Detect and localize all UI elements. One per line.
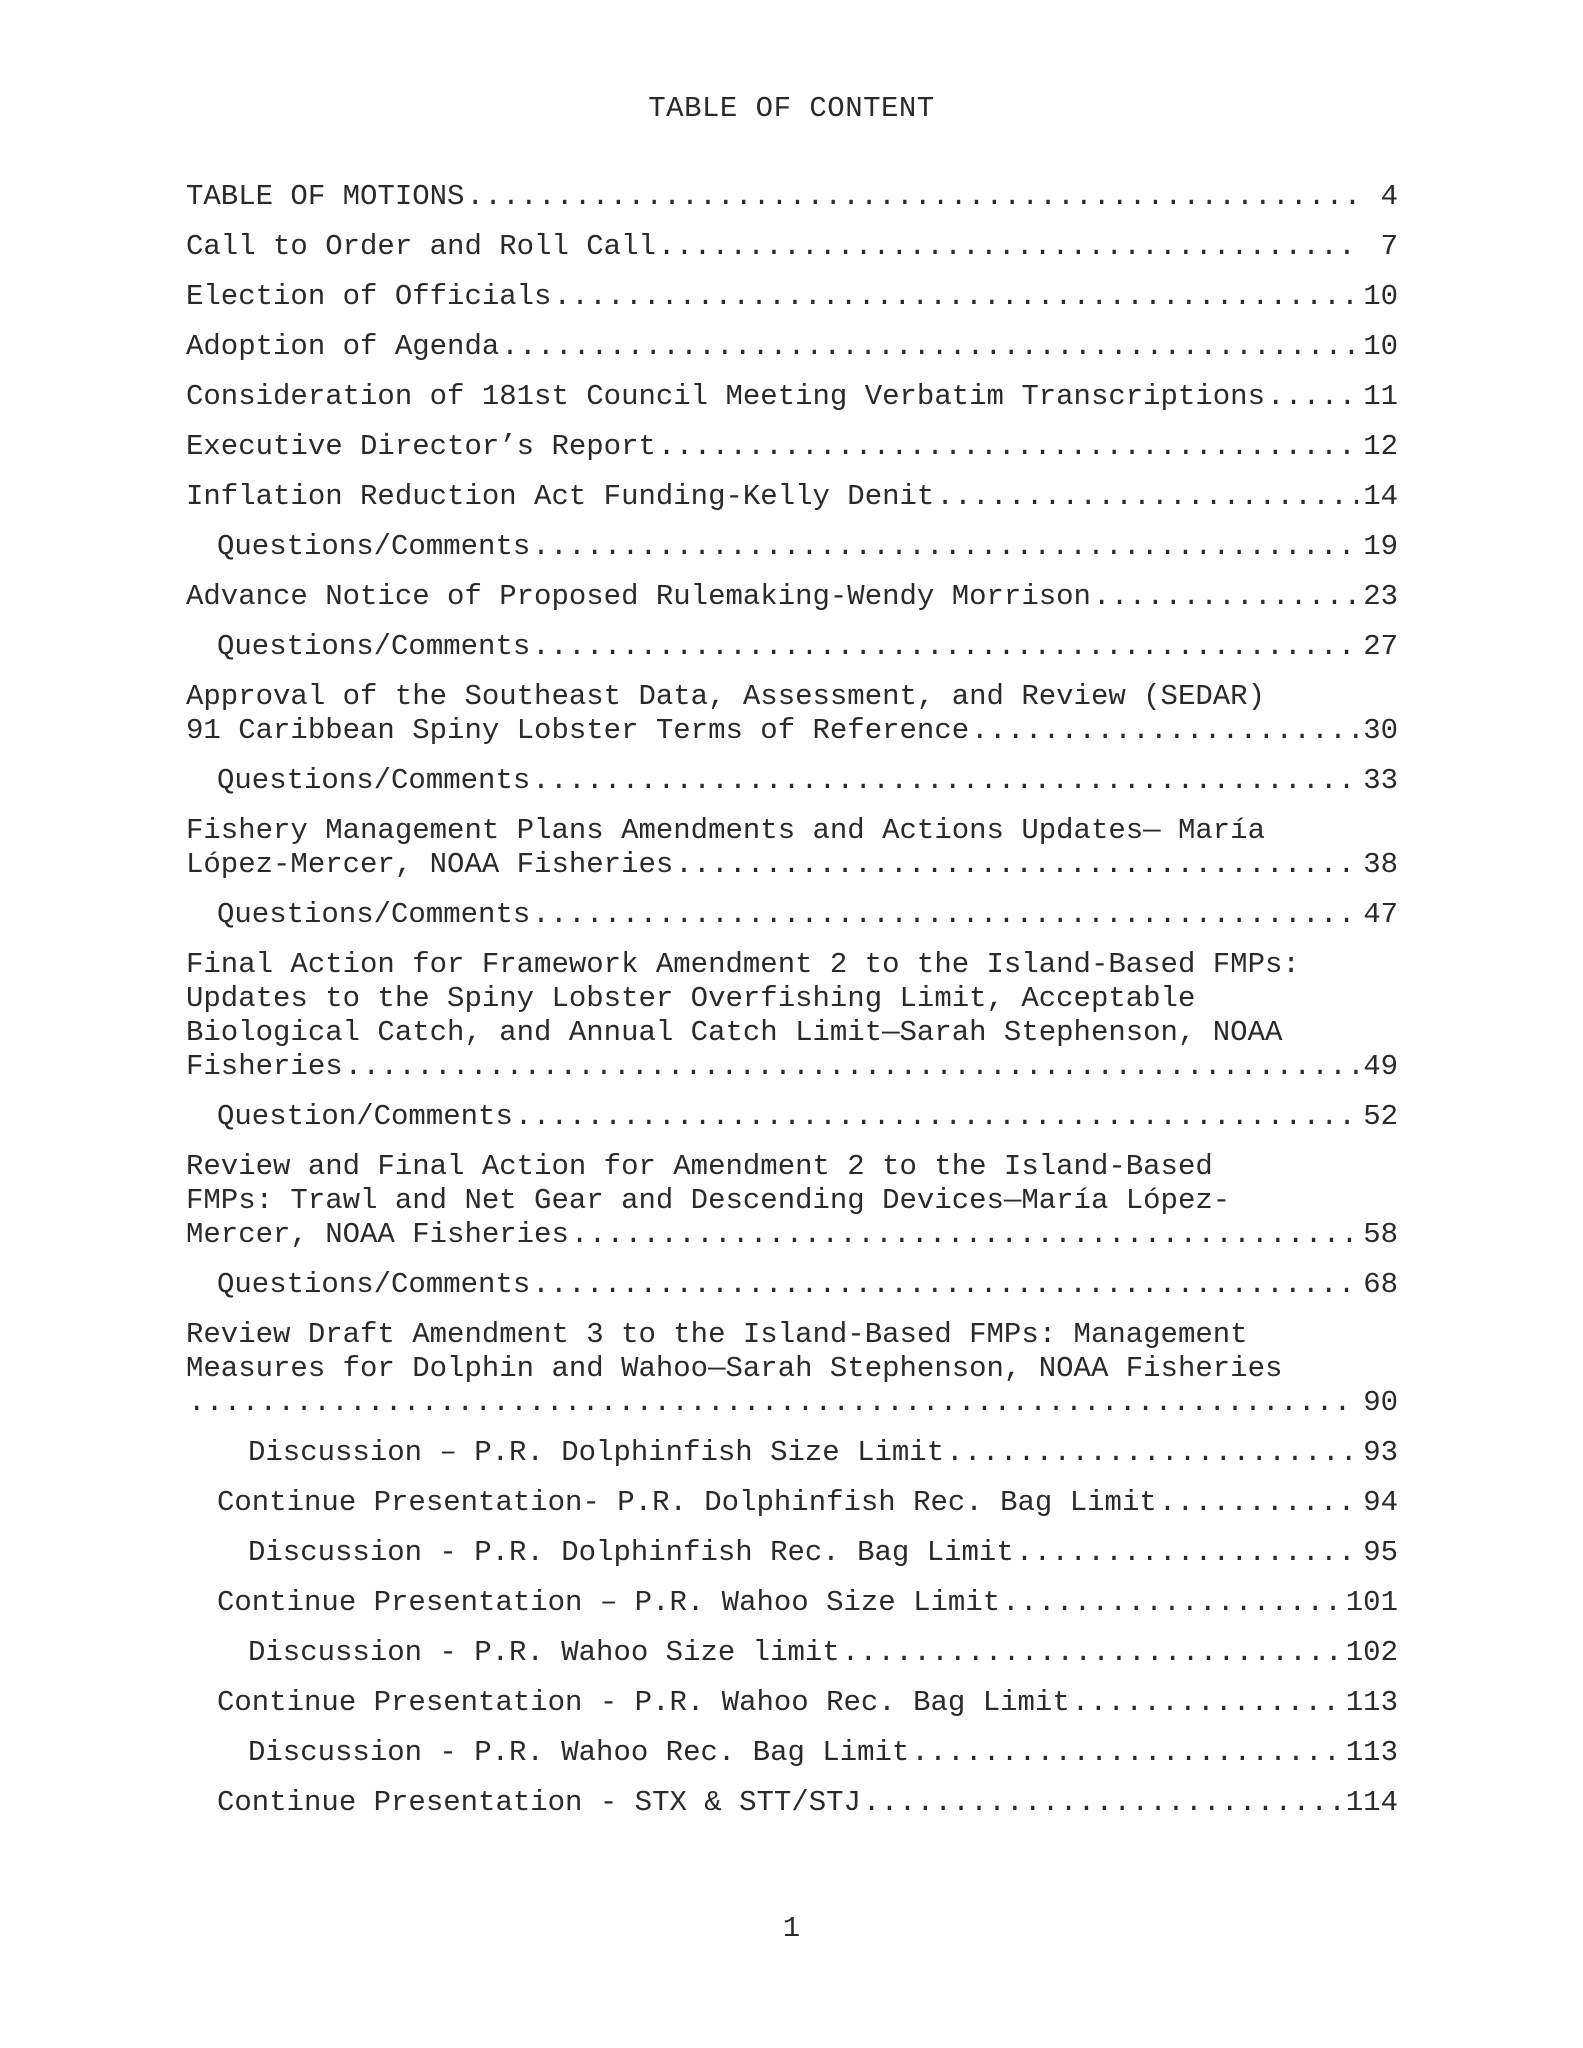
toc-entry-text: Discussion - P.R. Wahoo Size limit	[248, 1636, 840, 1669]
toc-entry	[186, 814, 1398, 882]
toc-entry-text: Review Draft Amendment 3 to the Island-Based FMPs: Management	[186, 1318, 1248, 1351]
toc-entry-text: Mercer, NOAA Fisheries	[186, 1218, 569, 1251]
toc-dot-leader	[1070, 1686, 1346, 1720]
toc-entry-last-line	[217, 1686, 1398, 1720]
toc-entry-last-line	[248, 1436, 1398, 1470]
toc-entry-text: Measures for Dolphin and Wahoo—Sarah Stephenson, NOAA Fisheries	[186, 1352, 1283, 1385]
toc-entry-text: Updates to the Spiny Lobster Overfishing Limit, Acceptable	[186, 982, 1196, 1015]
toc-entry-text: Consideration of 181st Council Meeting Verbatim Transcriptions	[186, 380, 1265, 413]
toc-entry-text: Discussion - P.R. Wahoo Rec. Bag Limit	[248, 1736, 910, 1769]
toc-entry-text: Election of Officials	[186, 280, 552, 313]
toc-dot-leader	[656, 230, 1358, 264]
toc-entry-last-line	[217, 630, 1398, 664]
toc-entry-text: TABLE OF MOTIONS	[186, 180, 465, 213]
toc-page-number: 49	[1363, 1050, 1398, 1083]
toc-dot-leader	[1000, 1586, 1346, 1620]
toc-dot-leader	[513, 1100, 1358, 1134]
toc-entry	[186, 530, 1398, 564]
toc-page-number: 27	[1363, 630, 1398, 663]
toc-entry-line	[186, 1150, 1398, 1184]
document-title: TABLE OF CONTENT	[648, 92, 935, 125]
toc-entry	[186, 764, 1398, 798]
toc-entry-text: López-Mercer, NOAA Fisheries	[186, 848, 674, 881]
toc-page-number: 38	[1363, 848, 1398, 881]
toc-entry-last-line	[248, 1536, 1398, 1570]
toc-entry	[186, 1100, 1398, 1134]
toc-page-number: 102	[1345, 1636, 1398, 1669]
toc-page-number: 90	[1363, 1386, 1398, 1419]
toc-page-number: 52	[1363, 1100, 1398, 1133]
toc-entry-last-line	[186, 1386, 1398, 1420]
toc-page-number: 101	[1345, 1586, 1398, 1619]
toc-entry-last-line	[217, 898, 1398, 932]
toc-dot-leader	[569, 1218, 1358, 1252]
toc-entry	[186, 380, 1398, 414]
toc-page-number: 7	[1380, 230, 1398, 263]
toc-entry	[186, 630, 1398, 664]
toc-dot-leader	[1265, 380, 1358, 414]
toc-dot-leader	[530, 898, 1358, 932]
toc-dot-leader	[530, 630, 1358, 664]
toc-page-number: 19	[1363, 530, 1398, 563]
toc-entry	[186, 180, 1398, 214]
toc-page-number: 113	[1345, 1686, 1398, 1719]
toc-entry	[186, 330, 1398, 364]
toc-entry-text: Continue Presentation - STX & STT/STJ	[217, 1786, 861, 1819]
toc-entry-text: Final Action for Framework Amendment 2 to the Island-Based FMPs:	[186, 948, 1300, 981]
toc-entry	[186, 1636, 1398, 1670]
toc-entry	[186, 430, 1398, 464]
toc-page-number: 11	[1363, 380, 1398, 413]
toc-entry-last-line	[186, 180, 1398, 214]
toc-dot-leader	[934, 480, 1358, 514]
toc-entry-last-line	[186, 848, 1398, 882]
toc-entry-line	[186, 1184, 1398, 1218]
toc-dot-leader	[530, 530, 1358, 564]
toc-entry-text: Executive Director’s Report	[186, 430, 656, 463]
toc-entry	[186, 1786, 1398, 1820]
toc-entry-text: Question/Comments	[217, 1100, 513, 1133]
toc-entry	[186, 680, 1398, 748]
toc-page-number: 23	[1363, 580, 1398, 613]
toc-dot-leader	[969, 714, 1358, 748]
toc-page-number: 114	[1345, 1786, 1398, 1819]
toc-entry-text: Questions/Comments	[217, 764, 531, 797]
toc-dot-leader	[1014, 1536, 1358, 1570]
toc-entry-text: FMPs: Trawl and Net Gear and Descending Devices—María López-	[186, 1184, 1231, 1217]
toc-dot-leader	[861, 1786, 1346, 1820]
toc-entry-last-line	[217, 530, 1398, 564]
toc-entry-text: Fisheries	[186, 1050, 343, 1083]
toc-entry-line	[186, 1352, 1398, 1386]
toc-entry-text: Questions/Comments	[217, 530, 531, 563]
toc-entry-text: Inflation Reduction Act Funding-Kelly Denit	[186, 480, 935, 513]
toc-entry-last-line	[217, 1486, 1398, 1520]
toc-entry-last-line	[186, 430, 1398, 464]
toc-entry	[186, 1736, 1398, 1770]
toc-entry-text: Approval of the Southeast Data, Assessment, and Review (SEDAR)	[186, 680, 1265, 713]
toc-entry-last-line	[186, 1218, 1398, 1252]
toc-page-number: 93	[1363, 1436, 1398, 1469]
toc-page-number: 33	[1363, 764, 1398, 797]
toc-entry-last-line	[186, 714, 1398, 748]
toc-entry	[186, 580, 1398, 614]
toc-dot-leader	[186, 1386, 1358, 1420]
toc-entry-text: Call to Order and Roll Call	[186, 230, 656, 263]
toc-page-number: 30	[1363, 714, 1398, 747]
toc-entry-text: Biological Catch, and Annual Catch Limit—Sarah Stephenson, NOAA	[186, 1016, 1283, 1049]
toc-entry-last-line	[248, 1736, 1398, 1770]
toc-entry-last-line	[217, 1586, 1398, 1620]
toc-entry	[186, 1586, 1398, 1620]
toc-entry	[186, 280, 1398, 314]
toc-dot-leader	[464, 180, 1358, 214]
toc-dot-leader	[530, 1268, 1358, 1302]
toc-entry	[186, 1686, 1398, 1720]
toc-entry	[186, 1436, 1398, 1470]
toc-dot-leader	[499, 330, 1358, 364]
toc-entry-text: 91 Caribbean Spiny Lobster Terms of Reference	[186, 714, 970, 747]
toc-dot-leader	[656, 430, 1358, 464]
toc-entry-text: Continue Presentation- P.R. Dolphinfish Rec. Bag Limit	[217, 1486, 1157, 1519]
toc-page-number: 94	[1363, 1486, 1398, 1519]
toc-dot-leader	[530, 764, 1358, 798]
toc-entry-last-line	[217, 1100, 1398, 1134]
toc-entry-text: Adoption of Agenda	[186, 330, 500, 363]
toc-entry-text: Continue Presentation – P.R. Wahoo Size Limit	[217, 1586, 1001, 1619]
toc-entry-last-line	[186, 480, 1398, 514]
toc-entry-last-line	[186, 1050, 1398, 1084]
toc-entry-last-line	[186, 380, 1398, 414]
toc-page-number: 10	[1363, 280, 1398, 313]
toc-dot-leader	[1157, 1486, 1358, 1520]
toc-entry	[186, 1486, 1398, 1520]
toc-entry	[186, 1268, 1398, 1302]
toc-entry-line	[186, 1016, 1398, 1050]
toc-page-number: 12	[1363, 430, 1398, 463]
toc-entry	[186, 898, 1398, 932]
toc-dot-leader	[673, 848, 1358, 882]
toc-dot-leader	[551, 280, 1358, 314]
toc-entry-last-line	[186, 580, 1398, 614]
toc-entry-last-line	[217, 1268, 1398, 1302]
toc-entry-line	[186, 814, 1398, 848]
toc-dot-leader	[1091, 580, 1358, 614]
table-of-contents	[186, 180, 1398, 1836]
toc-entry-last-line	[248, 1636, 1398, 1670]
toc-entry-last-line	[217, 1786, 1398, 1820]
toc-entry-last-line	[186, 280, 1398, 314]
toc-entry-last-line	[186, 230, 1398, 264]
toc-dot-leader	[909, 1736, 1345, 1770]
toc-entry	[186, 948, 1398, 1084]
toc-entry-line	[186, 1318, 1398, 1352]
toc-entry-last-line	[186, 330, 1398, 364]
toc-entry-line	[186, 680, 1398, 714]
toc-entry-text: Questions/Comments	[217, 898, 531, 931]
toc-entry-line	[186, 982, 1398, 1016]
toc-entry-text: Questions/Comments	[217, 1268, 531, 1301]
toc-entry-text: Discussion - P.R. Dolphinfish Rec. Bag Limit	[248, 1536, 1014, 1569]
toc-entry-line	[186, 948, 1398, 982]
toc-entry	[186, 1318, 1398, 1420]
toc-page-number: 58	[1363, 1218, 1398, 1251]
toc-page-number: 68	[1363, 1268, 1398, 1301]
toc-entry-text: Discussion – P.R. Dolphinfish Size Limit	[248, 1436, 945, 1469]
toc-page-number: 113	[1345, 1736, 1398, 1769]
toc-entry-text: Advance Notice of Proposed Rulemaking-Wendy Morrison	[186, 580, 1091, 613]
toc-dot-leader	[840, 1636, 1346, 1670]
toc-dot-leader	[944, 1436, 1358, 1470]
toc-entry	[186, 480, 1398, 514]
toc-entry-text: Questions/Comments	[217, 630, 531, 663]
toc-page-number: 14	[1363, 480, 1398, 513]
toc-entry-text: Fishery Management Plans Amendments and Actions Updates— María	[186, 814, 1265, 847]
toc-entry	[186, 230, 1398, 264]
toc-entry-last-line	[217, 764, 1398, 798]
toc-page-number: 47	[1363, 898, 1398, 931]
toc-entry	[186, 1536, 1398, 1570]
toc-page-number: 10	[1363, 330, 1398, 363]
toc-dot-leader	[343, 1050, 1358, 1084]
toc-entry-text: Review and Final Action for Amendment 2 to the Island-Based	[186, 1150, 1213, 1183]
toc-entry	[186, 1150, 1398, 1252]
toc-page-number: 95	[1363, 1536, 1398, 1569]
toc-page-number: 4	[1380, 180, 1398, 213]
page-number: 1	[782, 1912, 801, 1945]
toc-entry-text: Continue Presentation - P.R. Wahoo Rec. Bag Limit	[217, 1686, 1070, 1719]
